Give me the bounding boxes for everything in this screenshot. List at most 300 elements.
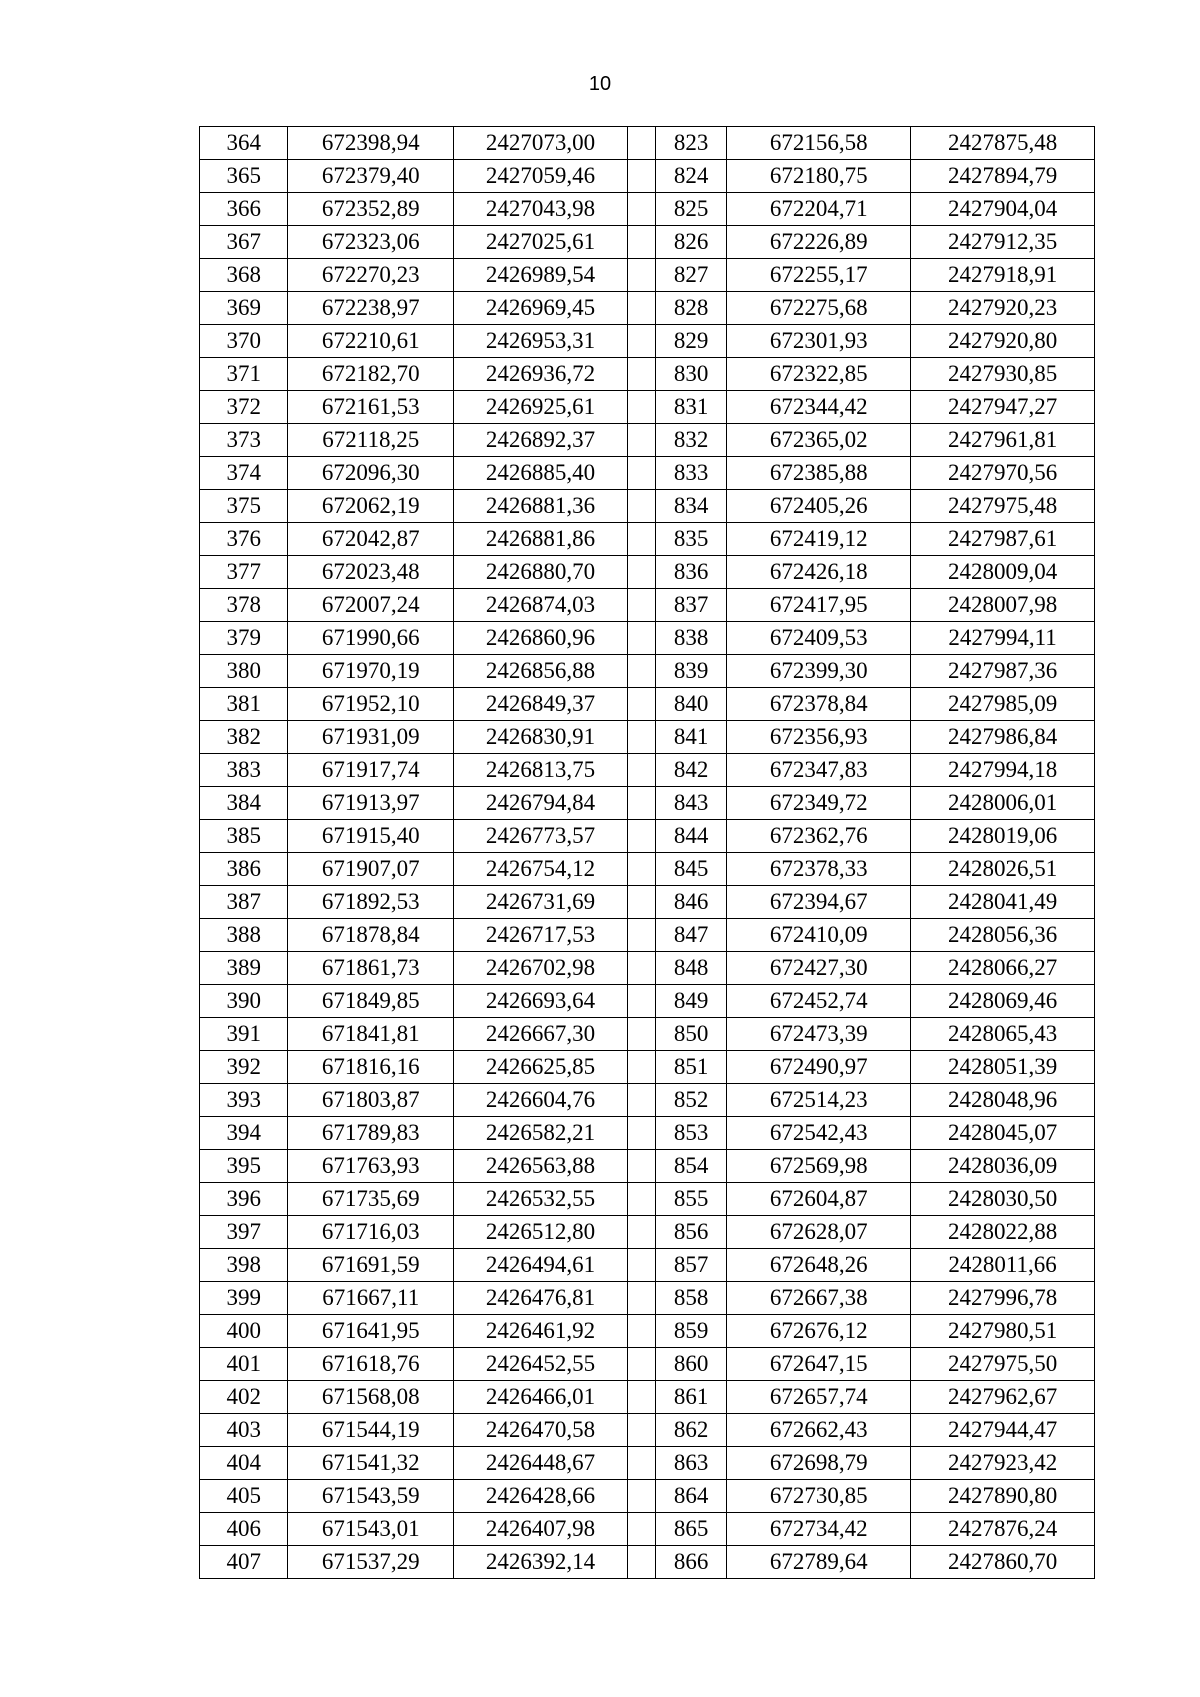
table-row <box>200 193 1095 226</box>
table-row <box>200 1084 1095 1117</box>
right-y-coordinate-cell: 2428056,36 <box>911 919 1095 952</box>
left-x-coordinate-cell: 671849,85 <box>288 985 454 1018</box>
right-point-number-cell: 855 <box>656 1183 727 1216</box>
left-x-coordinate-cell: 671641,95 <box>288 1315 454 1348</box>
left-x-coordinate-cell: 671691,59 <box>288 1249 454 1282</box>
right-y-coordinate-cell: 2428048,96 <box>911 1084 1095 1117</box>
left-x-coordinate-cell: 671861,73 <box>288 952 454 985</box>
separator-cell <box>627 160 655 193</box>
right-x-coordinate-cell: 672662,43 <box>727 1414 911 1447</box>
left-x-coordinate-cell: 671543,01 <box>288 1513 454 1546</box>
left-y-coordinate-cell: 2426953,31 <box>454 325 628 358</box>
table-row <box>200 391 1095 424</box>
right-x-coordinate-cell: 672156,58 <box>727 127 911 160</box>
right-point-number-cell: 837 <box>656 589 727 622</box>
left-point-number-cell: 376 <box>200 523 288 556</box>
right-point-number-cell: 833 <box>656 457 727 490</box>
right-x-coordinate-cell: 672514,23 <box>727 1084 911 1117</box>
right-point-number-cell: 832 <box>656 424 727 457</box>
left-x-coordinate-cell: 671544,19 <box>288 1414 454 1447</box>
left-point-number-cell: 365 <box>200 160 288 193</box>
left-y-coordinate-cell: 2427073,00 <box>454 127 628 160</box>
right-x-coordinate-cell: 672347,83 <box>727 754 911 787</box>
left-x-coordinate-cell: 672270,23 <box>288 259 454 292</box>
separator-cell <box>627 325 655 358</box>
right-x-coordinate-cell: 672378,84 <box>727 688 911 721</box>
left-y-coordinate-cell: 2426693,64 <box>454 985 628 1018</box>
left-x-coordinate-cell: 672062,19 <box>288 490 454 523</box>
right-point-number-cell: 844 <box>656 820 727 853</box>
left-y-coordinate-cell: 2426494,61 <box>454 1249 628 1282</box>
left-point-number-cell: 402 <box>200 1381 288 1414</box>
left-y-coordinate-cell: 2426452,55 <box>454 1348 628 1381</box>
separator-cell <box>627 226 655 259</box>
right-point-number-cell: 858 <box>656 1282 727 1315</box>
right-y-coordinate-cell: 2428051,39 <box>911 1051 1095 1084</box>
right-point-number-cell: 845 <box>656 853 727 886</box>
separator-cell <box>627 391 655 424</box>
right-point-number-cell: 862 <box>656 1414 727 1447</box>
separator-cell <box>627 358 655 391</box>
right-x-coordinate-cell: 672648,26 <box>727 1249 911 1282</box>
left-y-coordinate-cell: 2426969,45 <box>454 292 628 325</box>
table-row <box>200 622 1095 655</box>
right-x-coordinate-cell: 672275,68 <box>727 292 911 325</box>
left-x-coordinate-cell: 671816,16 <box>288 1051 454 1084</box>
left-x-coordinate-cell: 671789,83 <box>288 1117 454 1150</box>
table-row <box>200 325 1095 358</box>
right-y-coordinate-cell: 2428006,01 <box>911 787 1095 820</box>
right-point-number-cell: 850 <box>656 1018 727 1051</box>
right-point-number-cell: 830 <box>656 358 727 391</box>
left-y-coordinate-cell: 2427043,98 <box>454 193 628 226</box>
left-point-number-cell: 380 <box>200 655 288 688</box>
right-point-number-cell: 842 <box>656 754 727 787</box>
right-y-coordinate-cell: 2427912,35 <box>911 226 1095 259</box>
table-row <box>200 1249 1095 1282</box>
separator-cell <box>627 523 655 556</box>
table-row <box>200 1183 1095 1216</box>
left-point-number-cell: 375 <box>200 490 288 523</box>
table-row <box>200 1150 1095 1183</box>
separator-cell <box>627 1315 655 1348</box>
right-point-number-cell: 866 <box>656 1546 727 1579</box>
left-y-coordinate-cell: 2426880,70 <box>454 556 628 589</box>
left-x-coordinate-cell: 671803,87 <box>288 1084 454 1117</box>
table-row <box>200 1447 1095 1480</box>
separator-cell <box>627 1249 655 1282</box>
right-point-number-cell: 841 <box>656 721 727 754</box>
left-x-coordinate-cell: 671915,40 <box>288 820 454 853</box>
left-x-coordinate-cell: 672398,94 <box>288 127 454 160</box>
left-y-coordinate-cell: 2426532,55 <box>454 1183 628 1216</box>
table-row <box>200 358 1095 391</box>
right-y-coordinate-cell: 2427860,70 <box>911 1546 1095 1579</box>
separator-cell <box>627 1183 655 1216</box>
table-row <box>200 127 1095 160</box>
table-row <box>200 787 1095 820</box>
left-point-number-cell: 384 <box>200 787 288 820</box>
right-y-coordinate-cell: 2427961,81 <box>911 424 1095 457</box>
left-x-coordinate-cell: 671568,08 <box>288 1381 454 1414</box>
separator-cell <box>627 424 655 457</box>
right-y-coordinate-cell: 2427920,80 <box>911 325 1095 358</box>
separator-cell <box>627 589 655 622</box>
left-point-number-cell: 387 <box>200 886 288 919</box>
right-point-number-cell: 847 <box>656 919 727 952</box>
separator-cell <box>627 754 655 787</box>
left-point-number-cell: 386 <box>200 853 288 886</box>
separator-cell <box>627 1447 655 1480</box>
right-point-number-cell: 856 <box>656 1216 727 1249</box>
separator-cell <box>627 1513 655 1546</box>
right-point-number-cell: 852 <box>656 1084 727 1117</box>
left-x-coordinate-cell: 671931,09 <box>288 721 454 754</box>
right-point-number-cell: 861 <box>656 1381 727 1414</box>
left-y-coordinate-cell: 2427059,46 <box>454 160 628 193</box>
right-y-coordinate-cell: 2428041,49 <box>911 886 1095 919</box>
left-point-number-cell: 390 <box>200 985 288 1018</box>
right-x-coordinate-cell: 672426,18 <box>727 556 911 589</box>
right-y-coordinate-cell: 2428009,04 <box>911 556 1095 589</box>
left-point-number-cell: 373 <box>200 424 288 457</box>
table-row <box>200 952 1095 985</box>
right-point-number-cell: 823 <box>656 127 727 160</box>
separator-cell <box>627 1480 655 1513</box>
right-y-coordinate-cell: 2427985,09 <box>911 688 1095 721</box>
left-point-number-cell: 397 <box>200 1216 288 1249</box>
left-y-coordinate-cell: 2426512,80 <box>454 1216 628 1249</box>
separator-cell <box>627 1084 655 1117</box>
left-x-coordinate-cell: 672352,89 <box>288 193 454 226</box>
coordinates-table <box>199 126 1095 1579</box>
right-x-coordinate-cell: 672344,42 <box>727 391 911 424</box>
right-y-coordinate-cell: 2427876,24 <box>911 1513 1095 1546</box>
table-row <box>200 1018 1095 1051</box>
right-point-number-cell: 857 <box>656 1249 727 1282</box>
table-row <box>200 688 1095 721</box>
left-x-coordinate-cell: 672007,24 <box>288 589 454 622</box>
right-x-coordinate-cell: 672734,42 <box>727 1513 911 1546</box>
right-x-coordinate-cell: 672226,89 <box>727 226 911 259</box>
separator-cell <box>627 1150 655 1183</box>
left-point-number-cell: 407 <box>200 1546 288 1579</box>
right-y-coordinate-cell: 2428030,50 <box>911 1183 1095 1216</box>
table-row <box>200 457 1095 490</box>
right-point-number-cell: 835 <box>656 523 727 556</box>
separator-cell <box>627 985 655 1018</box>
left-x-coordinate-cell: 672210,61 <box>288 325 454 358</box>
left-y-coordinate-cell: 2427025,61 <box>454 226 628 259</box>
right-y-coordinate-cell: 2427890,80 <box>911 1480 1095 1513</box>
right-y-coordinate-cell: 2427920,23 <box>911 292 1095 325</box>
right-y-coordinate-cell: 2427987,61 <box>911 523 1095 556</box>
right-point-number-cell: 828 <box>656 292 727 325</box>
right-x-coordinate-cell: 672628,07 <box>727 1216 911 1249</box>
left-x-coordinate-cell: 671970,19 <box>288 655 454 688</box>
left-x-coordinate-cell: 671618,76 <box>288 1348 454 1381</box>
left-point-number-cell: 406 <box>200 1513 288 1546</box>
right-x-coordinate-cell: 672676,12 <box>727 1315 911 1348</box>
separator-cell <box>627 919 655 952</box>
left-point-number-cell: 383 <box>200 754 288 787</box>
separator-cell <box>627 1381 655 1414</box>
right-y-coordinate-cell: 2428007,98 <box>911 589 1095 622</box>
separator-cell <box>627 193 655 226</box>
left-point-number-cell: 382 <box>200 721 288 754</box>
separator-cell <box>627 853 655 886</box>
right-point-number-cell: 834 <box>656 490 727 523</box>
left-x-coordinate-cell: 671716,03 <box>288 1216 454 1249</box>
left-point-number-cell: 371 <box>200 358 288 391</box>
separator-cell <box>627 556 655 589</box>
left-y-coordinate-cell: 2426860,96 <box>454 622 628 655</box>
right-y-coordinate-cell: 2427980,51 <box>911 1315 1095 1348</box>
separator-cell <box>627 259 655 292</box>
right-x-coordinate-cell: 672657,74 <box>727 1381 911 1414</box>
left-y-coordinate-cell: 2426856,88 <box>454 655 628 688</box>
left-y-coordinate-cell: 2426428,66 <box>454 1480 628 1513</box>
right-point-number-cell: 825 <box>656 193 727 226</box>
table-row <box>200 721 1095 754</box>
right-x-coordinate-cell: 672604,87 <box>727 1183 911 1216</box>
right-x-coordinate-cell: 672667,38 <box>727 1282 911 1315</box>
right-point-number-cell: 849 <box>656 985 727 1018</box>
left-point-number-cell: 372 <box>200 391 288 424</box>
right-x-coordinate-cell: 672349,72 <box>727 787 911 820</box>
left-x-coordinate-cell: 672023,48 <box>288 556 454 589</box>
right-x-coordinate-cell: 672405,26 <box>727 490 911 523</box>
right-point-number-cell: 854 <box>656 1150 727 1183</box>
table-row <box>200 1480 1095 1513</box>
right-y-coordinate-cell: 2428036,09 <box>911 1150 1095 1183</box>
left-y-coordinate-cell: 2426407,98 <box>454 1513 628 1546</box>
left-x-coordinate-cell: 671541,32 <box>288 1447 454 1480</box>
table-row <box>200 556 1095 589</box>
table-row <box>200 1381 1095 1414</box>
right-y-coordinate-cell: 2427987,36 <box>911 655 1095 688</box>
right-point-number-cell: 824 <box>656 160 727 193</box>
left-x-coordinate-cell: 671917,74 <box>288 754 454 787</box>
right-y-coordinate-cell: 2427996,78 <box>911 1282 1095 1315</box>
left-point-number-cell: 394 <box>200 1117 288 1150</box>
left-point-number-cell: 404 <box>200 1447 288 1480</box>
left-x-coordinate-cell: 671667,11 <box>288 1282 454 1315</box>
left-point-number-cell: 369 <box>200 292 288 325</box>
separator-cell <box>627 622 655 655</box>
table-row <box>200 919 1095 952</box>
right-x-coordinate-cell: 672204,71 <box>727 193 911 226</box>
right-x-coordinate-cell: 672542,43 <box>727 1117 911 1150</box>
coordinates-table-body <box>200 127 1095 1579</box>
table-row <box>200 424 1095 457</box>
right-x-coordinate-cell: 672698,79 <box>727 1447 911 1480</box>
right-x-coordinate-cell: 672385,88 <box>727 457 911 490</box>
left-y-coordinate-cell: 2426717,53 <box>454 919 628 952</box>
right-point-number-cell: 836 <box>656 556 727 589</box>
table-row <box>200 490 1095 523</box>
table-row <box>200 523 1095 556</box>
right-x-coordinate-cell: 672569,98 <box>727 1150 911 1183</box>
table-row <box>200 1513 1095 1546</box>
separator-cell <box>627 1282 655 1315</box>
left-y-coordinate-cell: 2426731,69 <box>454 886 628 919</box>
left-y-coordinate-cell: 2426936,72 <box>454 358 628 391</box>
right-y-coordinate-cell: 2427947,27 <box>911 391 1095 424</box>
left-point-number-cell: 368 <box>200 259 288 292</box>
right-point-number-cell: 840 <box>656 688 727 721</box>
right-y-coordinate-cell: 2427944,47 <box>911 1414 1095 1447</box>
left-point-number-cell: 374 <box>200 457 288 490</box>
separator-cell <box>627 457 655 490</box>
left-x-coordinate-cell: 671735,69 <box>288 1183 454 1216</box>
right-point-number-cell: 839 <box>656 655 727 688</box>
right-point-number-cell: 864 <box>656 1480 727 1513</box>
right-y-coordinate-cell: 2427918,91 <box>911 259 1095 292</box>
left-y-coordinate-cell: 2426754,12 <box>454 853 628 886</box>
left-y-coordinate-cell: 2426667,30 <box>454 1018 628 1051</box>
right-point-number-cell: 829 <box>656 325 727 358</box>
separator-cell <box>627 820 655 853</box>
left-x-coordinate-cell: 671537,29 <box>288 1546 454 1579</box>
left-x-coordinate-cell: 672182,70 <box>288 358 454 391</box>
right-x-coordinate-cell: 672452,74 <box>727 985 911 1018</box>
right-point-number-cell: 848 <box>656 952 727 985</box>
left-x-coordinate-cell: 672161,53 <box>288 391 454 424</box>
left-point-number-cell: 392 <box>200 1051 288 1084</box>
separator-cell <box>627 952 655 985</box>
right-point-number-cell: 831 <box>656 391 727 424</box>
left-y-coordinate-cell: 2426392,14 <box>454 1546 628 1579</box>
separator-cell <box>627 127 655 160</box>
left-x-coordinate-cell: 672379,40 <box>288 160 454 193</box>
table-row <box>200 1348 1095 1381</box>
table-row <box>200 1216 1095 1249</box>
right-point-number-cell: 846 <box>656 886 727 919</box>
left-y-coordinate-cell: 2426773,57 <box>454 820 628 853</box>
left-point-number-cell: 401 <box>200 1348 288 1381</box>
separator-cell <box>627 292 655 325</box>
left-y-coordinate-cell: 2426563,88 <box>454 1150 628 1183</box>
left-point-number-cell: 403 <box>200 1414 288 1447</box>
table-row <box>200 226 1095 259</box>
left-y-coordinate-cell: 2426794,84 <box>454 787 628 820</box>
left-point-number-cell: 395 <box>200 1150 288 1183</box>
left-point-number-cell: 400 <box>200 1315 288 1348</box>
left-x-coordinate-cell: 672238,97 <box>288 292 454 325</box>
table-row <box>200 985 1095 1018</box>
left-x-coordinate-cell: 672118,25 <box>288 424 454 457</box>
right-y-coordinate-cell: 2427923,42 <box>911 1447 1095 1480</box>
table-row <box>200 820 1095 853</box>
right-y-coordinate-cell: 2427986,84 <box>911 721 1095 754</box>
table-row <box>200 1414 1095 1447</box>
separator-cell <box>627 490 655 523</box>
left-y-coordinate-cell: 2426604,76 <box>454 1084 628 1117</box>
left-x-coordinate-cell: 671763,93 <box>288 1150 454 1183</box>
left-x-coordinate-cell: 671913,97 <box>288 787 454 820</box>
right-y-coordinate-cell: 2427975,48 <box>911 490 1095 523</box>
right-y-coordinate-cell: 2428069,46 <box>911 985 1095 1018</box>
right-x-coordinate-cell: 672322,85 <box>727 358 911 391</box>
left-point-number-cell: 378 <box>200 589 288 622</box>
table-row <box>200 853 1095 886</box>
left-point-number-cell: 389 <box>200 952 288 985</box>
right-y-coordinate-cell: 2428026,51 <box>911 853 1095 886</box>
right-y-coordinate-cell: 2427994,18 <box>911 754 1095 787</box>
separator-cell <box>627 721 655 754</box>
table-row <box>200 1282 1095 1315</box>
right-x-coordinate-cell: 672301,93 <box>727 325 911 358</box>
right-point-number-cell: 859 <box>656 1315 727 1348</box>
right-y-coordinate-cell: 2427975,50 <box>911 1348 1095 1381</box>
separator-cell <box>627 655 655 688</box>
left-point-number-cell: 398 <box>200 1249 288 1282</box>
table-row <box>200 1117 1095 1150</box>
table-row <box>200 589 1095 622</box>
left-y-coordinate-cell: 2426476,81 <box>454 1282 628 1315</box>
right-point-number-cell: 865 <box>656 1513 727 1546</box>
left-x-coordinate-cell: 671990,66 <box>288 622 454 655</box>
right-y-coordinate-cell: 2427930,85 <box>911 358 1095 391</box>
separator-cell <box>627 1414 655 1447</box>
right-y-coordinate-cell: 2428011,66 <box>911 1249 1095 1282</box>
left-point-number-cell: 379 <box>200 622 288 655</box>
left-y-coordinate-cell: 2426582,21 <box>454 1117 628 1150</box>
right-x-coordinate-cell: 672410,09 <box>727 919 911 952</box>
left-x-coordinate-cell: 671907,07 <box>288 853 454 886</box>
left-y-coordinate-cell: 2426874,03 <box>454 589 628 622</box>
left-y-coordinate-cell: 2426830,91 <box>454 721 628 754</box>
right-point-number-cell: 838 <box>656 622 727 655</box>
right-y-coordinate-cell: 2428066,27 <box>911 952 1095 985</box>
left-x-coordinate-cell: 671892,53 <box>288 886 454 919</box>
right-x-coordinate-cell: 672473,39 <box>727 1018 911 1051</box>
right-y-coordinate-cell: 2428065,43 <box>911 1018 1095 1051</box>
page-number: 10 <box>588 73 612 95</box>
right-y-coordinate-cell: 2428045,07 <box>911 1117 1095 1150</box>
left-point-number-cell: 393 <box>200 1084 288 1117</box>
separator-cell <box>627 787 655 820</box>
right-x-coordinate-cell: 672427,30 <box>727 952 911 985</box>
right-point-number-cell: 826 <box>656 226 727 259</box>
left-y-coordinate-cell: 2426849,37 <box>454 688 628 721</box>
left-y-coordinate-cell: 2426989,54 <box>454 259 628 292</box>
left-point-number-cell: 366 <box>200 193 288 226</box>
separator-cell <box>627 1018 655 1051</box>
right-y-coordinate-cell: 2427904,04 <box>911 193 1095 226</box>
left-point-number-cell: 388 <box>200 919 288 952</box>
left-point-number-cell: 381 <box>200 688 288 721</box>
right-x-coordinate-cell: 672394,67 <box>727 886 911 919</box>
right-x-coordinate-cell: 672409,53 <box>727 622 911 655</box>
left-x-coordinate-cell: 672096,30 <box>288 457 454 490</box>
right-point-number-cell: 860 <box>656 1348 727 1381</box>
table-row <box>200 655 1095 688</box>
separator-cell <box>627 886 655 919</box>
left-y-coordinate-cell: 2426448,67 <box>454 1447 628 1480</box>
left-y-coordinate-cell: 2426925,61 <box>454 391 628 424</box>
left-point-number-cell: 385 <box>200 820 288 853</box>
right-x-coordinate-cell: 672647,15 <box>727 1348 911 1381</box>
separator-cell <box>627 1348 655 1381</box>
right-x-coordinate-cell: 672365,02 <box>727 424 911 457</box>
right-x-coordinate-cell: 672362,76 <box>727 820 911 853</box>
separator-cell <box>627 1546 655 1579</box>
table-row <box>200 754 1095 787</box>
separator-cell <box>627 688 655 721</box>
right-point-number-cell: 827 <box>656 259 727 292</box>
